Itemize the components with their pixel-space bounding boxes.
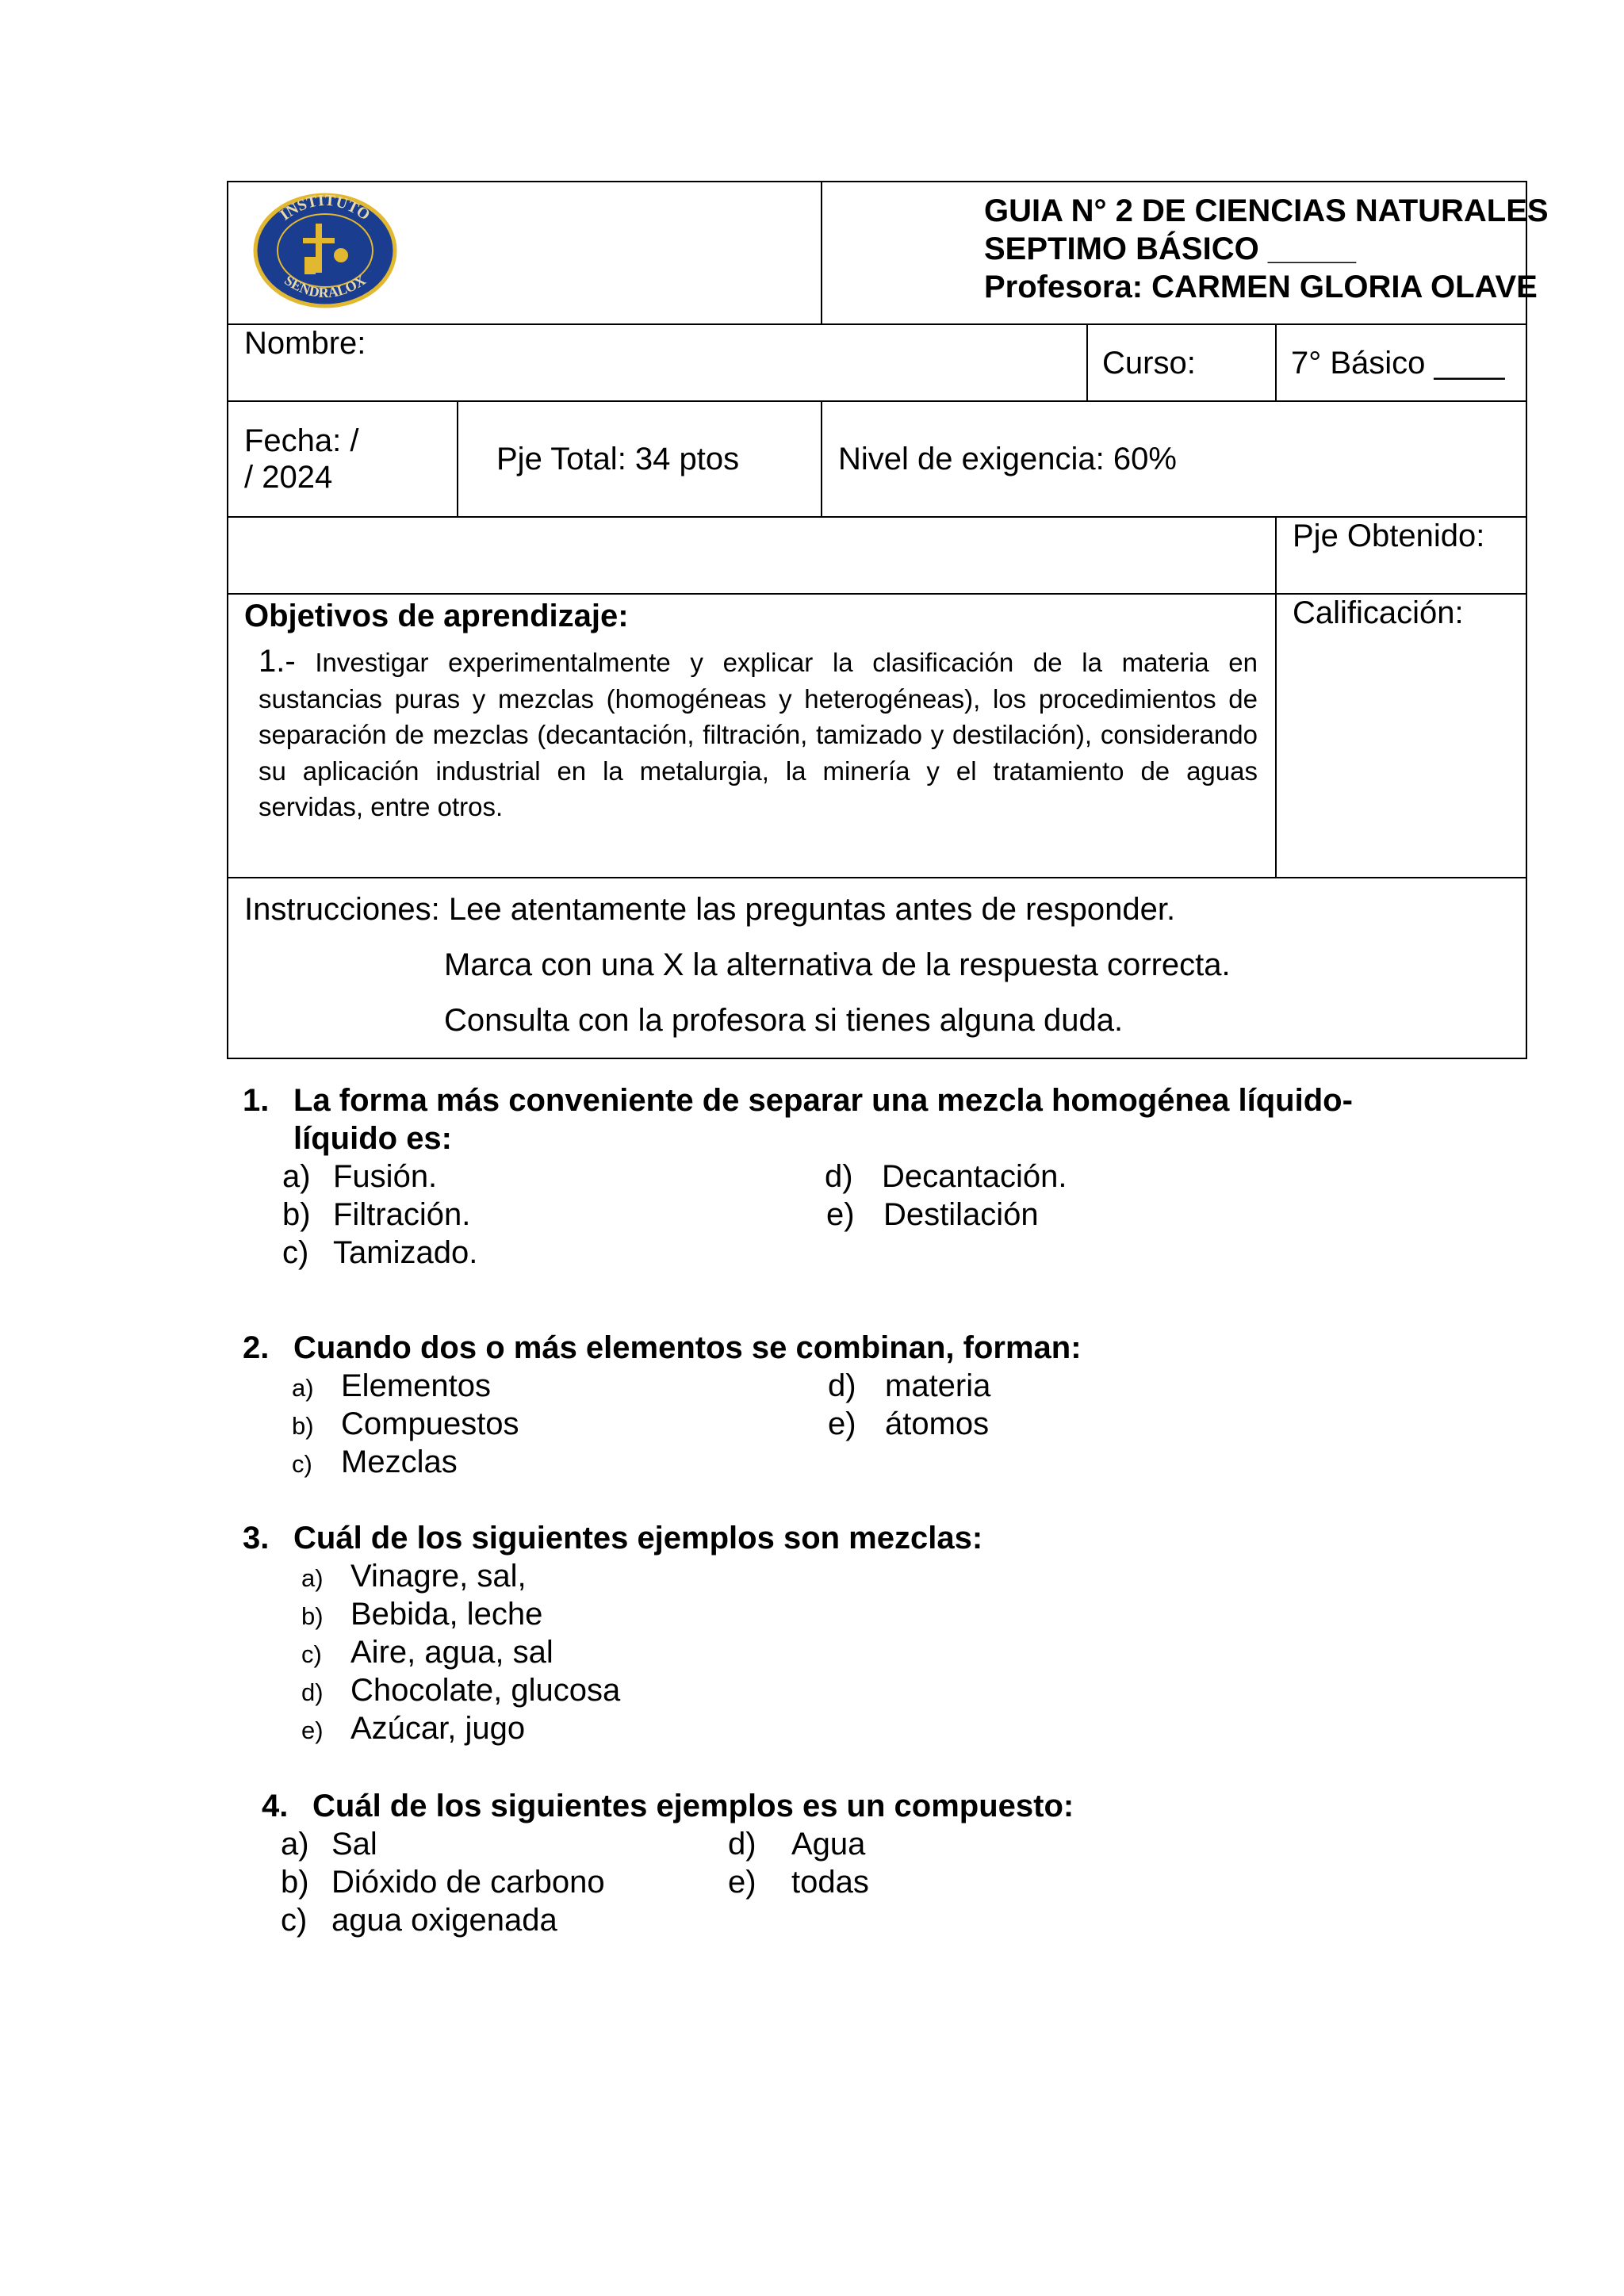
blank-cell [228, 517, 1276, 594]
option-3d[interactable]: d) Chocolate, glucosa [301, 1673, 621, 1708]
date-field[interactable] [228, 401, 458, 517]
course-field[interactable] [1276, 324, 1526, 401]
option-1e[interactable]: e) Destilación [826, 1197, 1039, 1232]
logo-cell [228, 182, 822, 324]
date-line-2: / 2024 [244, 460, 333, 495]
score-obtained-label: Pje Obtenido: [1293, 519, 1485, 553]
total-score-cell [458, 401, 822, 517]
school-logo [228, 182, 458, 316]
option-2e[interactable]: e) átomos [828, 1406, 990, 1441]
objective-description: Investigar experimentalmente y explicar la clasificación de la materia en sustancias puras y mezclas (homogéneas y heterogéneas), los procedimientos de separación de mezclas (decantación, filtración, tamizado y destilación), considerando su aplicación industrial en la metalurgia, la minería y el tratamiento de aguas servidas, entre otros. [259, 648, 1258, 821]
instruction-line-1: Instrucciones: Lee atentamente las preguntas antes de responder. [244, 892, 1176, 927]
option-2c[interactable]: c) Mezclas [292, 1445, 458, 1479]
option-4d[interactable]: d) Agua [728, 1827, 866, 1862]
option-1c[interactable]: c) Tamizado. [282, 1235, 478, 1270]
total-score: Pje Total: 34 ptos [496, 442, 740, 476]
question-number: 3. [243, 1521, 270, 1556]
question-4 [262, 1787, 1074, 1825]
instruction-line-2: Marca con una X la alternativa de la respuesta correcta. [444, 947, 1231, 982]
question-text: La forma más conveniente de separar una mezcla homogénea líquido- [293, 1083, 1353, 1118]
option-4a[interactable]: a) Sal [281, 1827, 377, 1862]
requirement-level: Nivel de exigencia: 60% [838, 442, 1177, 476]
question-2 [243, 1329, 1082, 1367]
question-1-line-2: líquido es: [293, 1121, 452, 1156]
objective-number: 1.- [259, 644, 296, 679]
date-line-1: Fecha: / [244, 423, 359, 458]
grade-label: Calificación: [1293, 595, 1464, 630]
option-4b[interactable]: b) Dióxido de carbono [281, 1865, 605, 1900]
name-field[interactable] [228, 324, 1087, 401]
question-number: 2. [243, 1330, 270, 1365]
option-2d[interactable]: d) materia [828, 1368, 991, 1403]
objectives-title: Objetivos de aprendizaje: [244, 599, 629, 633]
instructions [228, 878, 1526, 1058]
question-1 [243, 1081, 1353, 1119]
question-text: Cuál de los siguientes ejemplos es un compuesto: [312, 1789, 1074, 1823]
svg-text:SENDRALOX: SENDRALOX [282, 272, 369, 301]
option-1d[interactable]: d) Decantación. [825, 1159, 1067, 1194]
teacher-name: Profesora: CARMEN GLORIA OLAVE [984, 270, 1538, 304]
name-label: Nombre: [244, 326, 366, 361]
option-4c[interactable]: c) agua oxigenada [281, 1903, 557, 1938]
option-4e[interactable]: e) todas [728, 1865, 869, 1900]
instructions-cell [228, 878, 1526, 1058]
grade-level: SEPTIMO BÁSICO _____ [984, 232, 1357, 266]
objectives-text [228, 634, 1275, 825]
instruction-line-3: Consulta con la profesora si tienes alguna duda. [444, 1003, 1124, 1038]
objectives-cell [228, 594, 1276, 878]
option-3a[interactable]: a) Vinagre, sal, [301, 1559, 527, 1594]
course-value: 7° Básico ____ [1291, 345, 1505, 381]
question-3 [243, 1519, 982, 1557]
option-3b[interactable]: b) Bebida, leche [301, 1597, 543, 1632]
guide-title-cell [822, 182, 1549, 324]
question-number: 4. [262, 1789, 289, 1823]
question-text: Cuál de los siguientes ejemplos son mezclas: [293, 1521, 983, 1556]
option-2b[interactable]: b) Compuestos [292, 1406, 519, 1441]
course-label: Curso: [1102, 345, 1196, 381]
option-2a[interactable]: a) Elementos [292, 1368, 491, 1403]
course-label-cell [1087, 324, 1276, 401]
option-1a[interactable]: a) Fusión. [282, 1159, 438, 1194]
score-obtained-field[interactable] [1276, 517, 1526, 594]
question-number: 1. [243, 1083, 270, 1118]
header-table [227, 181, 1549, 1059]
option-3c[interactable]: c) Aire, agua, sal [301, 1635, 553, 1670]
guide-title: GUIA N° 2 DE CIENCIAS NATURALES [984, 193, 1549, 228]
grade-field[interactable] [1276, 594, 1526, 878]
svg-text:INSTITUTO: INSTITUTO [277, 191, 373, 224]
question-text: Cuando dos o más elementos se combinan, forman: [293, 1330, 1082, 1365]
option-3e[interactable]: e) Azúcar, jugo [301, 1711, 526, 1746]
requirement-cell [822, 401, 1526, 517]
option-1b[interactable]: b) Filtración. [282, 1197, 471, 1232]
